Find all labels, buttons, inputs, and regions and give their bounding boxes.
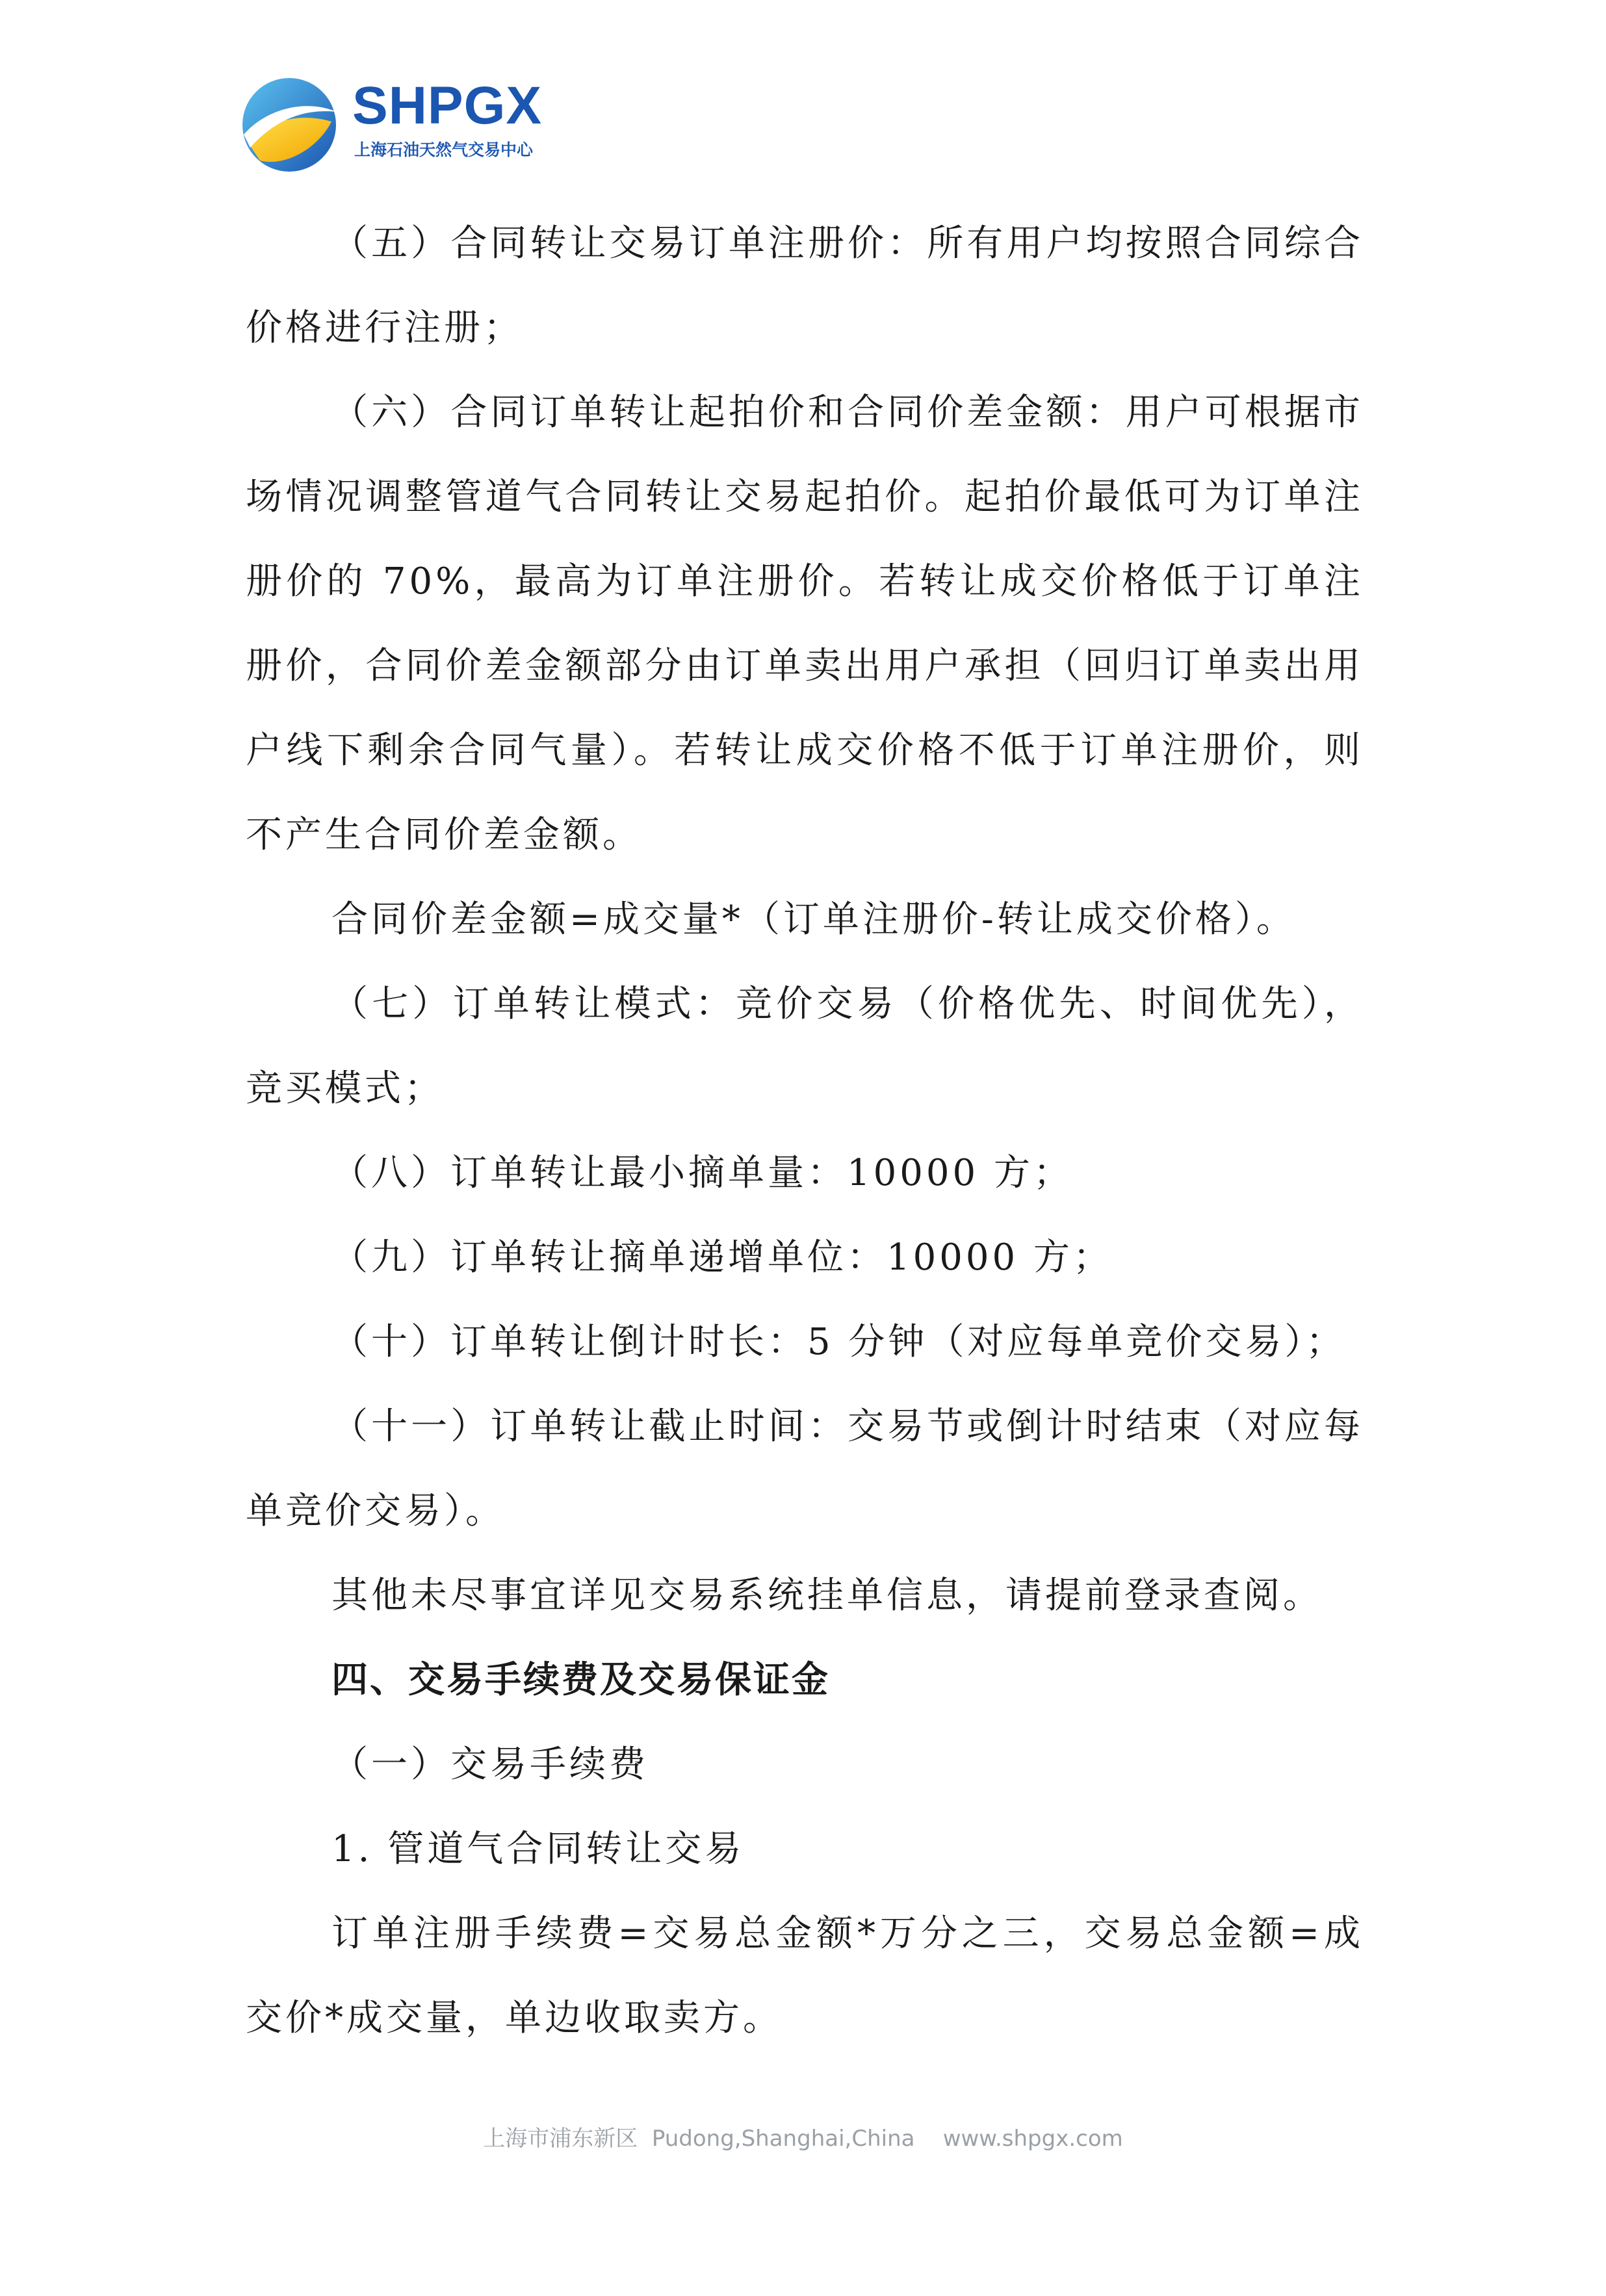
paragraph-countdown-duration: （十）订单转让倒计时长：5 分钟（对应每单竞价交易）； <box>331 1321 1346 1363</box>
globe-swoosh-icon <box>240 76 338 174</box>
document-body <box>246 202 1364 2061</box>
paragraph-other-matters: 其他未尽事宜详见交易系统挂单信息，请提前登录查阅。 <box>331 1574 1323 1617</box>
footer-address: 上海市浦东新区 Pudong,Shanghai,China <box>483 2126 915 2152</box>
paragraph-minimum-quantity: （八）订单转让最小摘单量：10000 方； <box>331 1152 1073 1194</box>
logo <box>240 73 578 177</box>
paragraph-increment-unit: （九）订单转让摘单递增单位：10000 方； <box>331 1236 1113 1279</box>
subheading-pipeline-gas-transfer: 1. 管道气合同转让交易 <box>331 1828 745 1870</box>
paragraph-order-registration-price: （五）合同转让交易订单注册价：所有用户均按照合同综合价格进行注册； <box>246 222 1364 349</box>
section-heading-fees: 四、交易手续费及交易保证金 <box>331 1659 830 1701</box>
paragraph-starting-price: （六）合同订单转让起拍价和合同价差金额：用户可根据市场情况调整管道气合同转让交易起拍价。起拍价最低可为订单注册价的 70%，最高为订单注册价。若转让成交价格低于订单注册价，合同价差金额部分由订单卖出用户承担（回归订单卖出用户线下剩余合同气量）。若转让成交价格不低于订单注册价，则不产生合同价差金额。 <box>246 391 1364 856</box>
logo-name: SHPGX <box>352 76 543 135</box>
paragraph-deadline: （十一）订单转让截止时间：交易节或倒计时结束（对应每单竞价交易）。 <box>246 1405 1364 1532</box>
subheading-trading-fee: （一）交易手续费 <box>331 1743 649 1786</box>
page-footer <box>0 2120 1606 2152</box>
paragraph-price-difference-formula: 合同价差金额=成交量*（订单注册价-转让成交价格）。 <box>331 898 1296 941</box>
footer-website: www.shpgx.com <box>942 2126 1123 2152</box>
paragraph-registration-fee: 订单注册手续费=交易总金额*万分之三，交易总金额=成交价*成交量，单边收取卖方。 <box>246 1912 1364 2039</box>
logo-subtitle: 上海石油天然气交易中心 <box>354 140 534 159</box>
paragraph-transfer-mode: （七）订单转让模式：竞价交易（价格优先、时间优先），竞买模式； <box>246 983 1364 1110</box>
